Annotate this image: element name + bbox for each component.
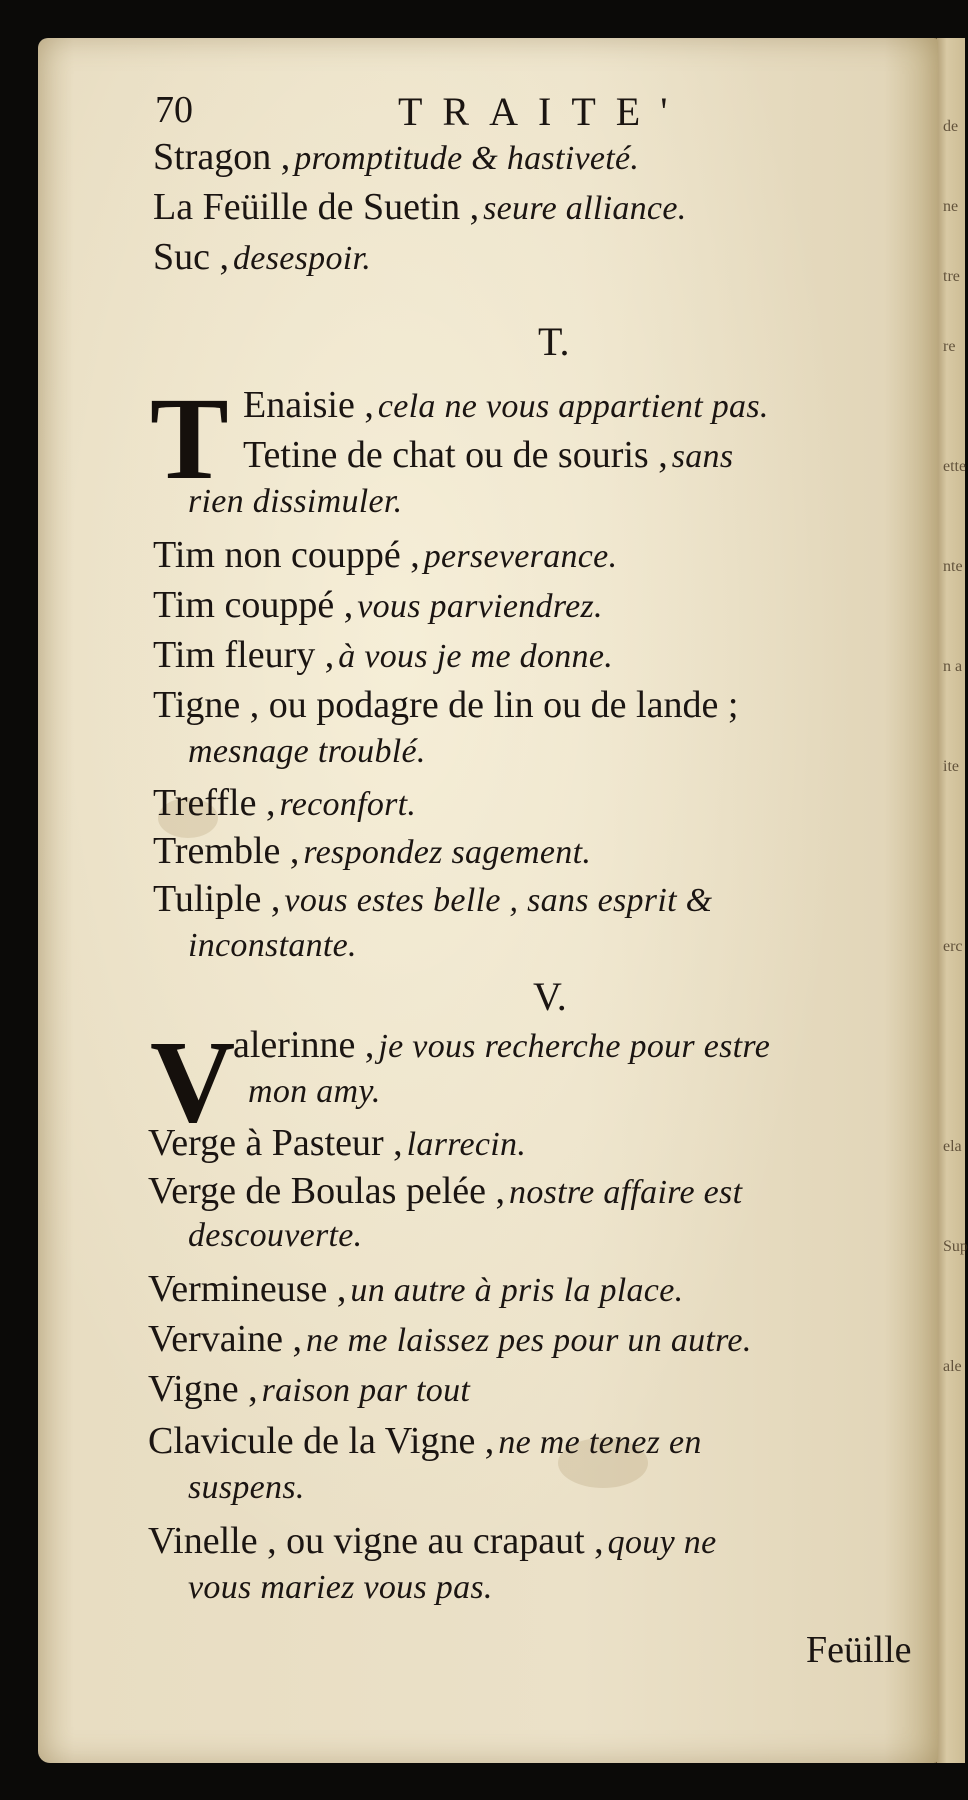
entry-meaning: qouy ne	[607, 1524, 717, 1561]
entry-row	[243, 433, 733, 477]
entry-continuation	[188, 483, 402, 521]
entry-continuation	[248, 1073, 381, 1111]
entry-meaning: reconfort.	[279, 786, 417, 823]
entry-meaning: seure alliance.	[483, 190, 687, 227]
entry-meaning: sans	[671, 438, 734, 475]
entry-name: Clavicule de la Vigne ,	[148, 1420, 495, 1462]
entry-meaning: je vous recherche pour estre	[378, 1028, 771, 1065]
entry-meaning: suspens.	[188, 1469, 305, 1506]
entry-row	[153, 683, 738, 727]
entry-row	[148, 1317, 752, 1361]
entry-name: Verge à Pasteur ,	[148, 1122, 403, 1164]
entry-name: Tetine de chat ou de souris ,	[243, 434, 668, 476]
entry-row	[153, 829, 591, 873]
entry-name: Vigne ,	[148, 1368, 258, 1410]
entry-name: Tremble ,	[153, 830, 300, 872]
entry-continuation	[188, 927, 357, 965]
entry-name: Tim couppé ,	[153, 584, 354, 626]
entry-meaning: cela ne vous appartient pas.	[377, 388, 769, 425]
entry-row	[148, 1121, 526, 1165]
entry-meaning: vous parviendrez.	[357, 588, 603, 625]
entry-name: Tigne , ou podagre de lin ou de lande ;	[153, 684, 739, 726]
book-page	[38, 38, 938, 1763]
entry-meaning: respondez sagement.	[303, 834, 592, 871]
entry-name: Tim fleury ,	[153, 634, 335, 676]
entry-row	[148, 1367, 470, 1411]
entry-name: alerinne ,	[233, 1024, 375, 1066]
entry-name: Vervaine ,	[148, 1318, 303, 1360]
entry-meaning: à vous je me donne.	[338, 638, 614, 675]
entry-row	[153, 235, 371, 279]
entry-row	[148, 1169, 742, 1213]
drop-cap-t: T	[150, 373, 229, 504]
entry-name: Treffle ,	[153, 782, 276, 824]
entry-row	[243, 383, 769, 427]
entry-row	[153, 583, 603, 627]
entry-meaning: ne me laissez pes pour un autre.	[306, 1322, 752, 1359]
entry-meaning: descouverte.	[188, 1217, 363, 1254]
entry-meaning: desespoir.	[233, 240, 372, 277]
entry-continuation	[188, 1217, 362, 1255]
entry-name: Enaisie ,	[243, 384, 374, 426]
entry-row	[148, 1519, 716, 1563]
entry-row	[153, 633, 613, 677]
entry-meaning: vous mariez vous pas.	[188, 1569, 493, 1606]
entry-row	[153, 533, 617, 577]
entry-meaning: nostre affaire est	[509, 1174, 743, 1211]
entry-name: Vermineuse ,	[148, 1268, 347, 1310]
entry-row	[153, 135, 639, 179]
entry-name: Vinelle , ou vigne au crapaut ,	[148, 1520, 604, 1562]
entry-meaning: mon amy.	[248, 1073, 381, 1110]
entry-name: Suc ,	[153, 236, 229, 278]
entry-name: Tuliple ,	[153, 878, 281, 920]
page-number: 70	[155, 89, 193, 131]
drop-cap-v: V	[150, 1016, 236, 1147]
entry-meaning: rien dissimuler.	[188, 483, 403, 520]
catchword: Feüille	[806, 1629, 912, 1671]
entry-meaning: inconstante.	[188, 927, 357, 964]
facing-page-edge: de ne tre re ette nte n a ite erc ela Sup ale	[935, 38, 965, 1763]
entry-name: Tim non couppé ,	[153, 534, 420, 576]
running-title: TRAITE'	[398, 89, 688, 134]
section-letter-t: T.	[538, 319, 570, 364]
entry-continuation	[188, 1569, 493, 1607]
entry-name: La Feüille de Suetin ,	[153, 186, 480, 228]
entry-continuation	[188, 733, 426, 771]
entry-continuation	[188, 1469, 305, 1507]
entry-meaning: mesnage troublé.	[188, 733, 426, 770]
entry-meaning: raison par tout	[261, 1372, 471, 1409]
entry-row	[148, 1419, 702, 1463]
entry-row	[233, 1023, 770, 1067]
entry-row	[148, 1267, 683, 1311]
entry-row	[153, 185, 687, 229]
entry-name: Stragon ,	[153, 136, 291, 178]
entry-row	[153, 781, 416, 825]
entry-meaning: perseverance.	[423, 538, 618, 575]
section-letter-v: V.	[533, 974, 567, 1019]
entry-meaning: un autre à pris la place.	[350, 1272, 684, 1309]
entry-meaning: promptitude & hastiveté.	[294, 140, 640, 177]
entry-meaning: larrecin.	[406, 1126, 527, 1163]
entry-row	[153, 877, 712, 921]
entry-name: Verge de Boulas pelée ,	[148, 1170, 506, 1212]
entry-meaning: ne me tenez en	[498, 1424, 702, 1461]
entry-meaning: vous estes belle , sans esprit &	[284, 882, 713, 919]
